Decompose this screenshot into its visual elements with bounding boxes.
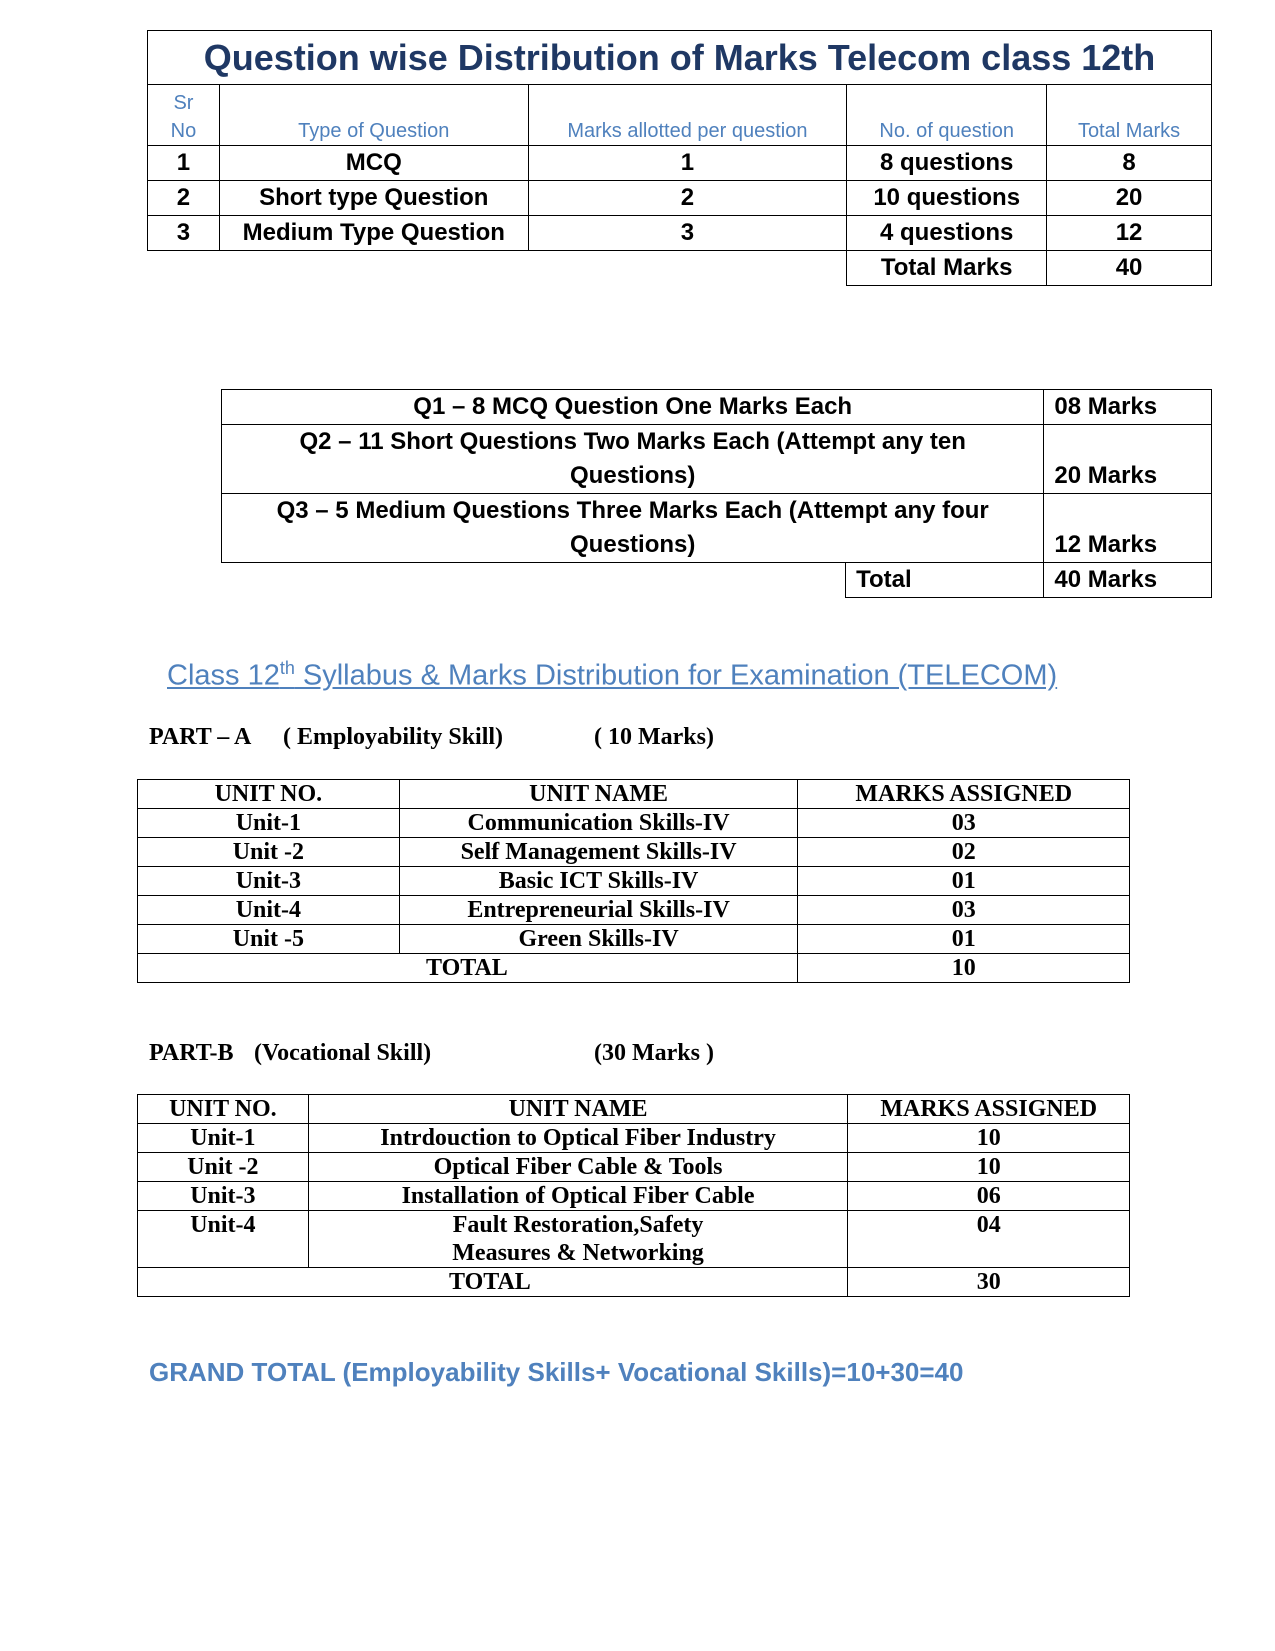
part-a-header-row [138, 780, 1130, 809]
summary-marks: 20 Marks [1044, 425, 1212, 494]
cell-count: 4 questions [847, 216, 1047, 251]
cell-count: 8 questions [847, 146, 1047, 181]
cell-unit-name: Communication Skills-IV [399, 809, 798, 838]
cell-unit-no: Unit -5 [138, 925, 400, 954]
part-b-total-row [138, 1268, 1130, 1297]
header-total-marks: Total Marks [1047, 85, 1212, 146]
header-unit-no: UNIT NO. [138, 780, 400, 809]
header-no-of-question: No. of question [847, 85, 1047, 146]
table-row [138, 925, 1130, 954]
total-marks-label: Total Marks [847, 251, 1047, 286]
part-b-label: PART-B [149, 1040, 234, 1066]
cell-total: 8 [1047, 146, 1212, 181]
header-unit-no: UNIT NO. [138, 1095, 309, 1124]
header-sr-no: Sr No [148, 85, 220, 146]
cell-unit-name: Entrepreneurial Skills-IV [399, 896, 798, 925]
summary-marks: 12 Marks [1044, 494, 1212, 563]
part-b-table [137, 1094, 1130, 1297]
cell-unit-name: Green Skills-IV [399, 925, 798, 954]
cell-unit-no: Unit-1 [138, 809, 400, 838]
cell-marks: 2 [528, 181, 847, 216]
header-marks-assigned: MARKS ASSIGNED [848, 1095, 1130, 1124]
table-row [222, 390, 1212, 425]
table1-header-row [148, 85, 1212, 146]
cell-marks: 03 [798, 809, 1130, 838]
table-row [138, 809, 1130, 838]
table-row [138, 1153, 1130, 1182]
cell-count: 10 questions [847, 181, 1047, 216]
header-unit-name: UNIT NAME [399, 780, 798, 809]
table-row [148, 181, 1212, 216]
summary-marks: 08 Marks [1044, 390, 1212, 425]
summary-desc: Q3 – 5 Medium Questions Three Marks Each (Attempt any four Questions) [222, 494, 1044, 563]
table-row [148, 146, 1212, 181]
cell-marks: 10 [848, 1153, 1130, 1182]
table-row [138, 896, 1130, 925]
header-marks-allotted: Marks allotted per question [528, 85, 847, 146]
cell-marks: 01 [798, 867, 1130, 896]
cell-marks: 03 [798, 896, 1130, 925]
table-row [138, 867, 1130, 896]
part-a-total-row [138, 954, 1130, 983]
cell-marks: 3 [528, 216, 847, 251]
table-row [138, 1211, 1130, 1268]
table1-total-row [148, 251, 1212, 286]
cell-unit-no: Unit -2 [138, 838, 400, 867]
cell-unit-no: Unit-3 [138, 1182, 309, 1211]
cell-total: 20 [1047, 181, 1212, 216]
table-row [222, 425, 1212, 494]
cell-unit-name: Installation of Optical Fiber Cable [308, 1182, 848, 1211]
cell-unit-no: Unit-4 [138, 896, 400, 925]
header-type-of-question: Type of Question [219, 85, 528, 146]
table-row [138, 1124, 1130, 1153]
cell-unit-name: Intrdouction to Optical Fiber Industry [308, 1124, 848, 1153]
table-row [222, 494, 1212, 563]
question-distribution-table [147, 30, 1212, 286]
part-b-skill: (Vocational Skill) [254, 1040, 432, 1066]
summary-total-value: 40 Marks [1044, 563, 1212, 598]
cell-unit-no: Unit-4 [138, 1211, 309, 1268]
summary-total-label: Total [846, 563, 1044, 598]
cell-unit-no: Unit -2 [138, 1153, 309, 1182]
cell-unit-name: Optical Fiber Cable & Tools [308, 1153, 848, 1182]
header-unit-name: UNIT NAME [308, 1095, 848, 1124]
part-b-header-row [138, 1095, 1130, 1124]
cell-marks: 02 [798, 838, 1130, 867]
table-row [138, 1182, 1130, 1211]
summary-desc: Q1 – 8 MCQ Question One Marks Each [222, 390, 1044, 425]
part-a-total-label: TOTAL [138, 954, 798, 983]
cell-type: Short type Question [219, 181, 528, 216]
cell-unit-name: Basic ICT Skills-IV [399, 867, 798, 896]
cell-type: Medium Type Question [219, 216, 528, 251]
part-a-skill: ( Employability Skill) [283, 724, 504, 750]
cell-marks: 10 [848, 1124, 1130, 1153]
cell-unit-no: Unit-3 [138, 867, 400, 896]
cell-sr: 3 [148, 216, 220, 251]
cell-unit-name: Fault Restoration,Safety Measures & Networking [308, 1211, 848, 1268]
table-row [148, 216, 1212, 251]
summary-desc: Q2 – 11 Short Questions Two Marks Each (Attempt any ten Questions) [222, 425, 1044, 494]
part-a-total-value: 10 [798, 954, 1130, 983]
part-b-marks: (30 Marks ) [594, 1040, 714, 1066]
cell-marks: 06 [848, 1182, 1130, 1211]
table1-title: Question wise Distribution of Marks Telecom class 12th [148, 31, 1212, 85]
cell-type: MCQ [219, 146, 528, 181]
cell-unit-name: Self Management Skills-IV [399, 838, 798, 867]
grand-total: GRAND TOTAL (Employability Skills+ Vocational Skills)=10+30=40 [149, 1357, 964, 1387]
cell-marks: 04 [848, 1211, 1130, 1268]
part-a-label: PART – A [149, 724, 252, 750]
part-b-total-label: TOTAL [138, 1268, 848, 1297]
syllabus-title: Class 12th Syllabus & Marks Distribution for Examination (TELECOM) [167, 658, 1058, 692]
question-summary-table [221, 389, 1212, 598]
part-b-total-value: 30 [848, 1268, 1130, 1297]
cell-sr: 1 [148, 146, 220, 181]
total-marks-value: 40 [1047, 251, 1212, 286]
cell-unit-no: Unit-1 [138, 1124, 309, 1153]
header-marks-assigned: MARKS ASSIGNED [798, 780, 1130, 809]
cell-total: 12 [1047, 216, 1212, 251]
part-a-table [137, 779, 1130, 983]
cell-marks: 1 [528, 146, 847, 181]
part-a-marks: ( 10 Marks) [594, 724, 714, 750]
cell-marks: 01 [798, 925, 1130, 954]
cell-sr: 2 [148, 181, 220, 216]
table-row [138, 838, 1130, 867]
table2-total-row [222, 563, 1212, 598]
